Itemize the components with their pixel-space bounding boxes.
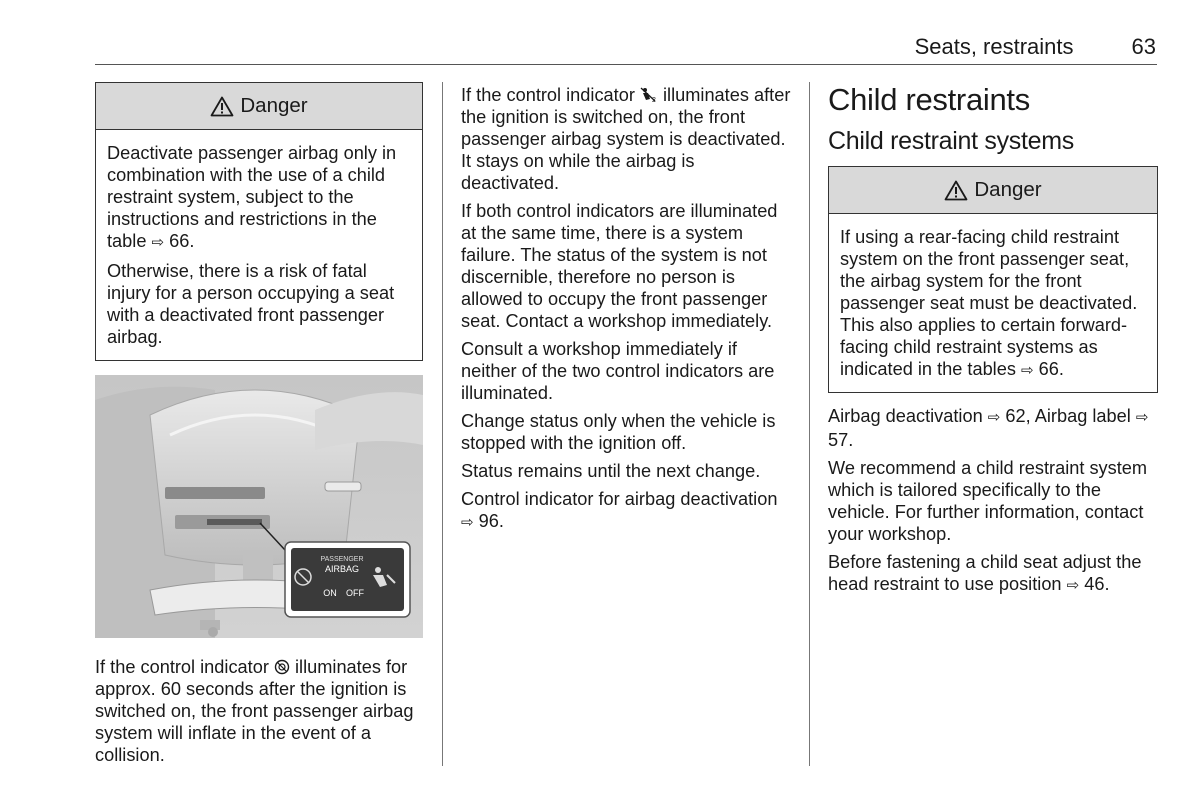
airbag-indicator-photo [95, 375, 423, 638]
column-divider [809, 82, 810, 766]
airbag-off-indicator-icon [640, 87, 658, 103]
cross-reference-arrow-icon: ⇨ [1135, 409, 1149, 426]
paragraph: Consult a workshop immediately if neither of the two control indicators are illuminated. [461, 339, 775, 403]
paragraph: Status remains until the next change. [461, 461, 761, 481]
svg-text:2: 2 [651, 97, 656, 103]
danger-title: Danger [240, 94, 308, 117]
warning-triangle-icon [944, 180, 968, 201]
paragraph: If both control indicators are illuminated at the same time, there is a system failure. The status of the system is not discernible, therefore no person is allowed to occupy the front passenger seat. Contact a workshop immediately. [461, 201, 778, 331]
paragraph: Before fastening a child seat adjust the head restraint to use position ⇨ 46. [828, 551, 1158, 597]
page-reference[interactable]: 57. [828, 430, 854, 450]
danger-header [829, 167, 1157, 214]
danger-body [829, 214, 1157, 392]
page-number: 63 [1131, 34, 1156, 59]
subsection-heading: Child restraint systems [828, 127, 1074, 155]
svg-text:ON: ON [323, 588, 337, 598]
page-reference[interactable]: 96. [478, 511, 504, 531]
page-reference[interactable]: 62, Airbag label [1005, 406, 1131, 426]
danger-header [96, 83, 422, 130]
paragraph: Airbag deactivation ⇨ 62, Airbag label ⇨ 57. [828, 406, 1149, 450]
danger-box [828, 166, 1158, 393]
svg-text:AIRBAG: AIRBAG [324, 564, 360, 574]
cross-reference-arrow-icon: ⇨ [987, 409, 1001, 426]
page-reference[interactable]: 66. [1038, 359, 1064, 379]
overhead-console-illustration [95, 375, 423, 638]
svg-text:PASSENGER: PASSENGER [320, 556, 364, 563]
cross-reference-arrow-icon: ⇨ [151, 234, 165, 251]
danger-paragraph: Deactivate passenger airbag only in combination with the use of a child restraint system, subject to the instructions and restrictions in the table ⇨ 66. [107, 142, 411, 254]
paragraph: If the control indicator 2 illuminates after the ignition is switched on, the front passenger airbag system is deactivated. It stays on while the airbag is deactivated. [461, 85, 791, 193]
danger-body [96, 130, 422, 360]
danger-box [95, 82, 423, 361]
section-heading: Child restraints [828, 82, 1030, 117]
header-rule [95, 64, 1157, 65]
danger-title: Danger [974, 178, 1042, 201]
photo-caption: If the control indicator illuminates for approx. 60 seconds after the ignition is switched on, the front passenger airbag system will inflate in the event of a collision. [95, 657, 414, 765]
svg-text:OFF: OFF [346, 588, 364, 598]
cross-reference-arrow-icon: ⇨ [1066, 577, 1080, 594]
column-right [828, 82, 1158, 603]
cross-reference-arrow-icon: ⇨ [461, 514, 474, 531]
section-title: Seats, restraints [914, 34, 1074, 59]
column-divider [442, 82, 443, 766]
danger-paragraph: Otherwise, there is a risk of fatal injury for a person occupying a seat with a deactivated front passenger airbag. [107, 261, 395, 347]
cross-reference-arrow-icon: ⇨ [1021, 362, 1034, 379]
page-reference[interactable]: 66. [169, 231, 195, 251]
page-header [915, 34, 1156, 60]
warning-triangle-icon [210, 96, 234, 117]
paragraph: Control indicator for airbag deactivation ⇨ 96. [461, 488, 791, 534]
danger-paragraph: If using a rear-facing child restraint system on the front passenger seat, the airbag system for the front passenger seat must be deactivated. This also applies to certain forward-facing child restraint systems as indicated in the tables ⇨ 66. [840, 226, 1146, 382]
paragraph: We recommend a child restraint system which is tailored specifically to the vehicle. For further information, contact your workshop. [828, 458, 1148, 544]
airbag-on-indicator-icon [274, 659, 290, 675]
page-reference[interactable]: 46. [1084, 574, 1110, 594]
column-left [95, 82, 423, 772]
column-middle [461, 84, 791, 540]
paragraph: Change status only when the vehicle is stopped with the ignition off. [461, 411, 776, 453]
